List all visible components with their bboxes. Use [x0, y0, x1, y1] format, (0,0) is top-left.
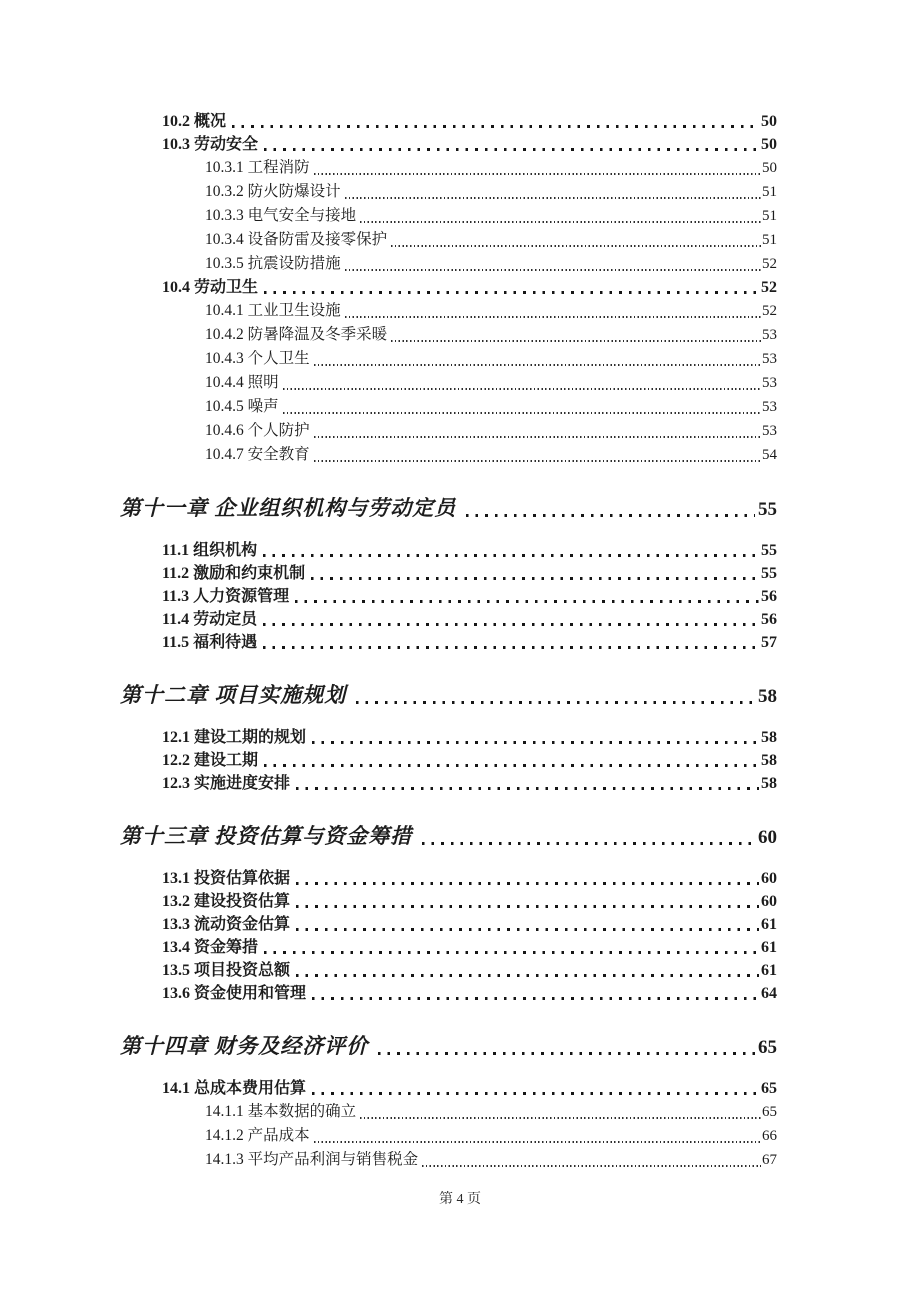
toc-entry[interactable] [205, 1100, 777, 1124]
toc-entry-page-number: 53 [762, 375, 777, 391]
toc-entry[interactable] [205, 443, 777, 467]
toc-entry[interactable] [205, 1148, 777, 1172]
toc-entry[interactable] [162, 913, 777, 936]
toc-entry-label: 13.4 资金筹措 [162, 939, 259, 956]
toc-entry[interactable] [120, 680, 777, 710]
toc-entry-label: 10.3.2 防火防爆设计 [205, 183, 341, 200]
toc-entry[interactable] [162, 133, 777, 156]
dot-leader [422, 1165, 761, 1167]
toc-entry-label: 10.4.5 噪声 [205, 398, 279, 415]
toc-entry[interactable] [162, 959, 777, 982]
toc-entry-page-number: 58 [758, 686, 777, 707]
dot-leader [312, 741, 759, 744]
toc-entry-page-number: 56 [761, 611, 777, 628]
toc-entry-label: 12.1 建设工期的规划 [162, 729, 307, 746]
toc-entry-label: 13.2 建设投资估算 [162, 893, 291, 910]
toc-entry-label: 12.2 建设工期 [162, 752, 259, 769]
toc-entry-label: 10.4.7 安全教育 [205, 446, 310, 463]
toc-entry-page-number: 55 [761, 565, 777, 582]
dot-leader [264, 291, 759, 294]
dot-leader [312, 1092, 759, 1095]
dot-leader [295, 600, 759, 603]
toc-entry-label: 第十一章 企业组织机构与劳动定员 [120, 496, 457, 520]
toc-entry-label: 14.1 总成本费用估算 [162, 1080, 307, 1097]
toc-entry-label: 第十二章 项目实施规划 [120, 683, 347, 707]
page-footer [0, 1188, 920, 1208]
toc-entry[interactable] [205, 299, 777, 323]
toc-entry-label: 第十四章 财务及经济评价 [120, 1034, 369, 1058]
toc-entry[interactable] [205, 180, 777, 204]
dot-leader [283, 388, 761, 390]
toc-entry-page-number: 51 [762, 232, 777, 248]
toc-entry-page-number: 67 [762, 1152, 777, 1168]
toc-entry-label: 10.4.6 个人防护 [205, 422, 310, 439]
toc-entry-label: 11.5 福利待遇 [162, 634, 258, 651]
toc-entry-page-number: 55 [758, 499, 777, 520]
toc-entry[interactable] [162, 608, 777, 631]
toc-entry-label: 10.3 劳动安全 [162, 136, 259, 153]
toc-entry-label: 14.1.3 平均产品利润与销售税金 [205, 1151, 419, 1168]
toc-entry-label: 13.3 流动资金估算 [162, 916, 291, 933]
dot-leader [345, 316, 761, 318]
toc-entry[interactable] [120, 493, 777, 523]
toc-entry-page-number: 54 [762, 447, 777, 463]
toc-entry-label: 第十三章 投资估算与资金筹措 [120, 824, 413, 848]
toc-entry[interactable] [162, 631, 777, 654]
dot-leader [296, 974, 759, 977]
toc-entry-label: 13.6 资金使用和管理 [162, 985, 307, 1002]
dot-leader [264, 951, 759, 954]
dot-leader [391, 245, 761, 247]
toc-entry-label: 12.3 实施进度安排 [162, 775, 291, 792]
toc-entry-page-number: 58 [761, 729, 777, 746]
toc-entry-label: 14.1.2 产品成本 [205, 1127, 310, 1144]
toc-entry-label: 11.4 劳动定员 [162, 611, 258, 628]
dot-leader [263, 554, 759, 557]
table-of-contents [120, 110, 777, 1172]
toc-entry-label: 10.3.3 电气安全与接地 [205, 207, 357, 224]
toc-entry-page-number: 57 [761, 634, 777, 651]
dot-leader [314, 173, 761, 175]
toc-entry-page-number: 65 [761, 1080, 777, 1097]
toc-entry[interactable] [162, 539, 777, 562]
toc-entry[interactable] [162, 867, 777, 890]
toc-entry-page-number: 52 [762, 303, 777, 319]
toc-entry-label: 10.3.1 工程消防 [205, 159, 310, 176]
dot-leader [466, 514, 755, 517]
toc-entry-label: 10.3.5 抗震设防措施 [205, 255, 341, 272]
toc-entry[interactable] [162, 772, 777, 795]
toc-entry[interactable] [120, 1031, 777, 1061]
toc-entry[interactable] [205, 419, 777, 443]
dot-leader [345, 269, 761, 271]
dot-leader [296, 882, 759, 885]
toc-entry[interactable] [205, 156, 777, 180]
dot-leader [356, 701, 755, 704]
toc-entry-label: 10.4.4 照明 [205, 374, 279, 391]
toc-entry[interactable] [120, 821, 777, 851]
dot-leader [312, 997, 759, 1000]
toc-entry-page-number: 53 [762, 351, 777, 367]
dot-leader [232, 125, 759, 128]
toc-entry-label: 13.5 项目投资总额 [162, 962, 291, 979]
dot-leader [264, 764, 759, 767]
toc-entry-label: 10.4.2 防暑降温及冬季采暖 [205, 326, 388, 343]
toc-entry-label: 10.4 劳动卫生 [162, 279, 259, 296]
toc-entry-page-number: 50 [762, 160, 777, 176]
toc-entry[interactable] [205, 323, 777, 347]
toc-entry[interactable] [205, 1124, 777, 1148]
toc-entry[interactable] [205, 228, 777, 252]
toc-entry-page-number: 56 [761, 588, 777, 605]
dot-leader [296, 905, 759, 908]
toc-entry-page-number: 65 [762, 1104, 777, 1120]
dot-leader [345, 197, 761, 199]
toc-entry[interactable] [162, 110, 777, 133]
toc-entry-label: 11.1 组织机构 [162, 542, 258, 559]
toc-entry-page-number: 61 [761, 916, 777, 933]
toc-entry-page-number: 58 [761, 775, 777, 792]
toc-entry-label: 11.3 人力资源管理 [162, 588, 290, 605]
toc-entry-label: 11.2 激励和约束机制 [162, 565, 306, 582]
toc-entry-label: 10.3.4 设备防雷及接零保护 [205, 231, 388, 248]
toc-entry-page-number: 53 [762, 327, 777, 343]
dot-leader [391, 340, 761, 342]
toc-entry-page-number: 55 [761, 542, 777, 559]
toc-entry-label: 10.4.1 工业卫生设施 [205, 302, 341, 319]
toc-entry-label: 13.1 投资估算依据 [162, 870, 291, 887]
dot-leader [283, 412, 761, 414]
dot-leader [378, 1052, 755, 1055]
toc-entry-page-number: 51 [762, 184, 777, 200]
toc-entry-page-number: 53 [762, 423, 777, 439]
toc-entry-label: 10.4.3 个人卫生 [205, 350, 310, 367]
toc-entry[interactable] [205, 371, 777, 395]
toc-entry-page-number: 58 [761, 752, 777, 769]
toc-entry-page-number: 64 [761, 985, 777, 1002]
toc-entry-page-number: 52 [762, 256, 777, 272]
toc-entry-page-number: 53 [762, 399, 777, 415]
toc-entry-page-number: 51 [762, 208, 777, 224]
dot-leader [314, 460, 761, 462]
toc-entry-page-number: 50 [761, 136, 777, 153]
toc-entry-page-number: 65 [758, 1037, 777, 1058]
toc-entry-label: 10.2 概况 [162, 113, 227, 130]
page-number-label: 第 4 页 [439, 1192, 481, 1207]
toc-entry[interactable] [162, 726, 777, 749]
toc-entry[interactable] [162, 1077, 777, 1100]
dot-leader [314, 364, 761, 366]
toc-entry-page-number: 60 [761, 870, 777, 887]
toc-entry[interactable] [162, 276, 777, 299]
toc-entry[interactable] [162, 562, 777, 585]
dot-leader [296, 928, 759, 931]
toc-entry-label: 14.1.1 基本数据的确立 [205, 1103, 357, 1120]
toc-entry[interactable] [162, 749, 777, 772]
dot-leader [264, 148, 759, 151]
toc-entry[interactable] [205, 395, 777, 419]
dot-leader [314, 436, 761, 438]
dot-leader [263, 646, 759, 649]
dot-leader [314, 1141, 761, 1143]
toc-entry[interactable] [162, 936, 777, 959]
toc-entry-page-number: 60 [761, 893, 777, 910]
toc-entry[interactable] [205, 204, 777, 228]
toc-entry[interactable] [162, 982, 777, 1005]
toc-entry-page-number: 61 [761, 939, 777, 956]
dot-leader [422, 842, 755, 845]
dot-leader [296, 787, 759, 790]
toc-entry-page-number: 61 [761, 962, 777, 979]
toc-entry[interactable] [205, 347, 777, 371]
dot-leader [263, 623, 759, 626]
toc-entry[interactable] [162, 890, 777, 913]
toc-entry-page-number: 60 [758, 827, 777, 848]
toc-entry[interactable] [205, 252, 777, 276]
toc-entry-page-number: 52 [761, 279, 777, 296]
dot-leader [360, 221, 761, 223]
toc-entry-page-number: 66 [762, 1128, 777, 1144]
dot-leader [311, 577, 759, 580]
toc-entry-page-number: 50 [761, 113, 777, 130]
dot-leader [360, 1117, 761, 1119]
toc-entry[interactable] [162, 585, 777, 608]
